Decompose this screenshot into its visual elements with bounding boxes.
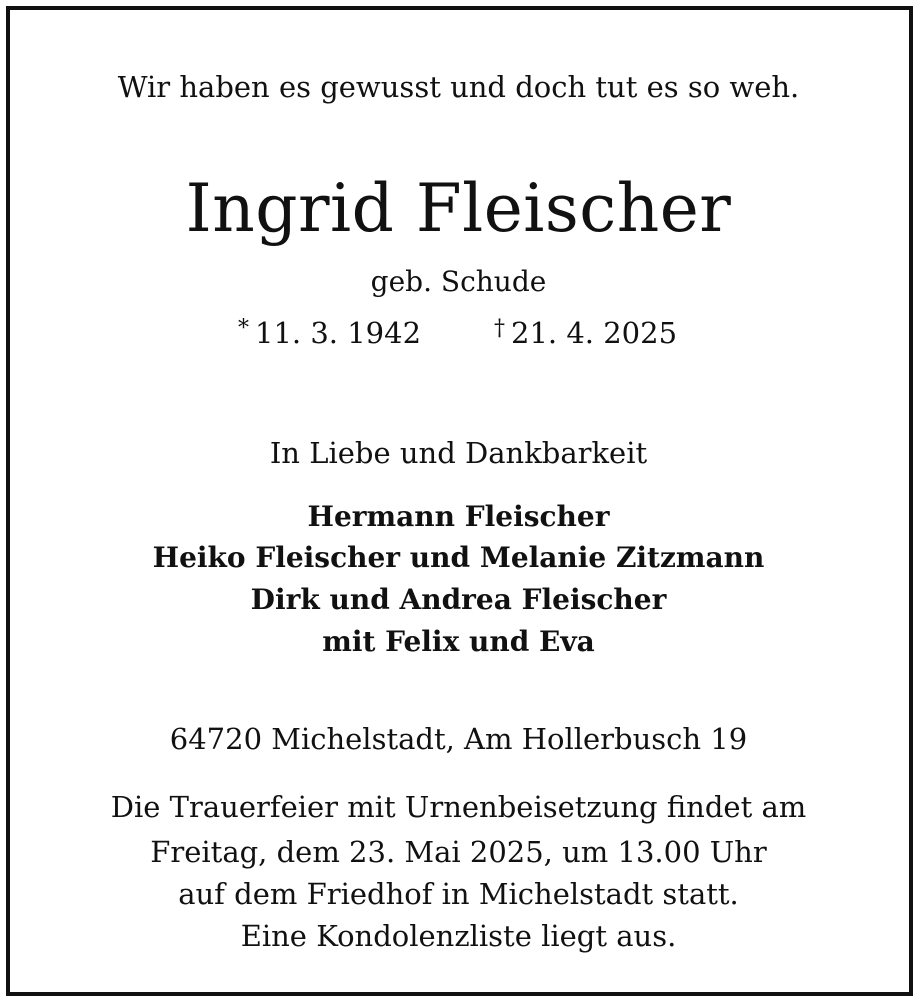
death-cross-icon: †	[494, 316, 505, 341]
family-address: 64720 Michelstadt, Am Hollerbusch 19	[169, 722, 748, 756]
maiden-name: geb. Schude	[370, 265, 547, 298]
death-date-group	[494, 316, 677, 350]
birth-date: 11. 3. 1942	[255, 316, 422, 350]
service-info-line: Eine Kondolenzliste liegt aus.	[240, 919, 677, 953]
motto: Wir haben es gewusst und doch tut es so weh.	[117, 70, 800, 104]
mourner-line: Hermann Fleischer	[307, 500, 610, 533]
service-info-line: Die Trauerfeier mit Urnenbeisetzung findet am	[110, 790, 807, 824]
mourner-line: mit Felix und Eva	[322, 625, 595, 658]
service-info-line: Freitag, dem 23. Mai 2025, um 13.00 Uhr	[150, 835, 767, 869]
birth-star-icon: *	[238, 316, 249, 341]
death-date: 21. 4. 2025	[511, 316, 678, 350]
birth-date-group	[238, 316, 421, 350]
deceased-name: Ingrid Fleischer	[185, 170, 732, 247]
mourner-line: Dirk und Andrea Fleischer	[250, 583, 667, 616]
mourner-line: Heiko Fleischer und Melanie Zitzmann	[152, 541, 765, 574]
service-info-line: auf dem Friedhof in Michelstadt statt.	[178, 877, 739, 911]
mourners-intro: In Liebe und Dankbarkeit	[269, 436, 648, 470]
